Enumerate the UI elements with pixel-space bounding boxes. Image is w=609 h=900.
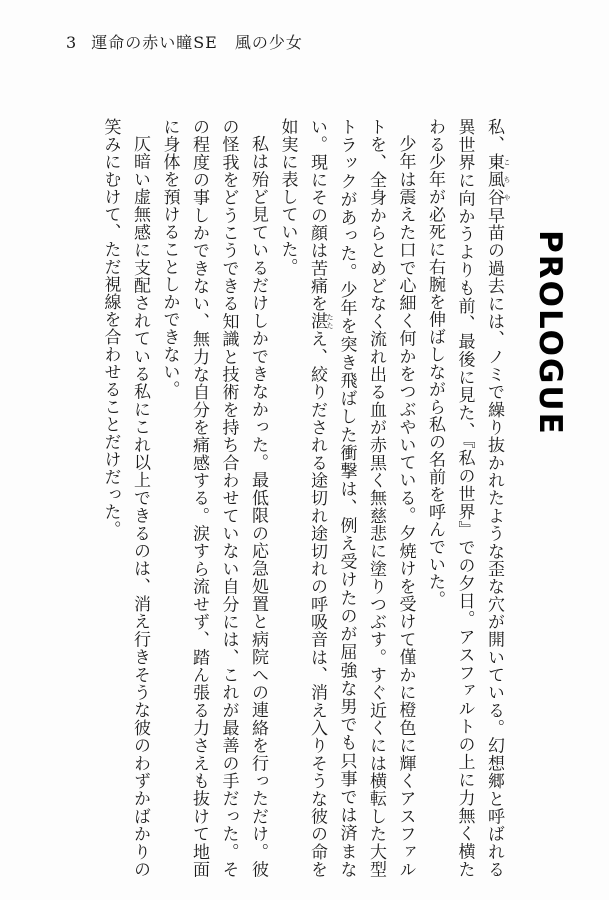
paragraph-1-start: 私、 xyxy=(484,118,504,154)
ruby-base: 湛 xyxy=(307,312,327,331)
body-text xyxy=(95,118,511,878)
ruby-reading: たた xyxy=(326,312,334,330)
book-title: 運命の赤い瞳SE 風の少女 xyxy=(91,33,303,52)
paragraph-2-start: 少年は震えた口で心細く何かをつぶやいている。夕焼けを受けて僅かに橙色に輝くアスファルトを、全身からとめどなく流れ出る血が赤黒く無慈悲に塗りつぶす。すぐ近くには横転した大型トラックがあった。少年を突き飛ばした衝撃は、例え受けたのが屈強な男でも只事では済まない。現にその顔は苦痛を xyxy=(307,118,416,879)
page-number: 3 xyxy=(66,33,78,52)
furigana-kochiya xyxy=(484,153,511,207)
paragraph-3: 私は殆ど見ているだけしかできなかった。最低限の応急処置と病院への連絡を行っただけ。彼の怪我をどうこうできる知識と技術を持ち合わせていない自分には、これが最善の手だった。その程度の事しかできない、無力な自分を痛感する。涙すら流せず、踏ん張る力さえも抜けて地面に身体を預けることしかできない。 xyxy=(159,118,268,879)
chapter-title: PROLOGUE xyxy=(532,230,568,436)
paragraph-4: 仄暗い虚無感に支配されている私にこれ以上できるのは、消え行きそうな彼のわずかばかりの笑みにむけて、ただ視線を合わせることだけだった。 xyxy=(100,118,150,878)
paragraph-2 xyxy=(272,118,420,878)
paragraph-2-rest: え、絞りだされる途切れ途切れの呼吸音は、消え入りそうな彼の命を如実に表していた。 xyxy=(277,118,327,879)
ruby-base: 東風谷 xyxy=(484,153,504,207)
running-header xyxy=(66,30,303,53)
ruby-reading: こちや xyxy=(503,153,511,207)
paragraph-1 xyxy=(420,118,512,878)
paragraph-1-rest: 早苗の過去には、ノミで繰り抜かれたような歪な穴が開いている。幻想郷と呼ばれる異世界に向かうよりも前、最後に見た、『私の世界』での夕日。アスファルトの上に力無く横たわる少年が必死に右腕を伸ばしながら私の名前を呼んでいた。 xyxy=(425,118,504,879)
furigana-tatae xyxy=(307,312,334,331)
